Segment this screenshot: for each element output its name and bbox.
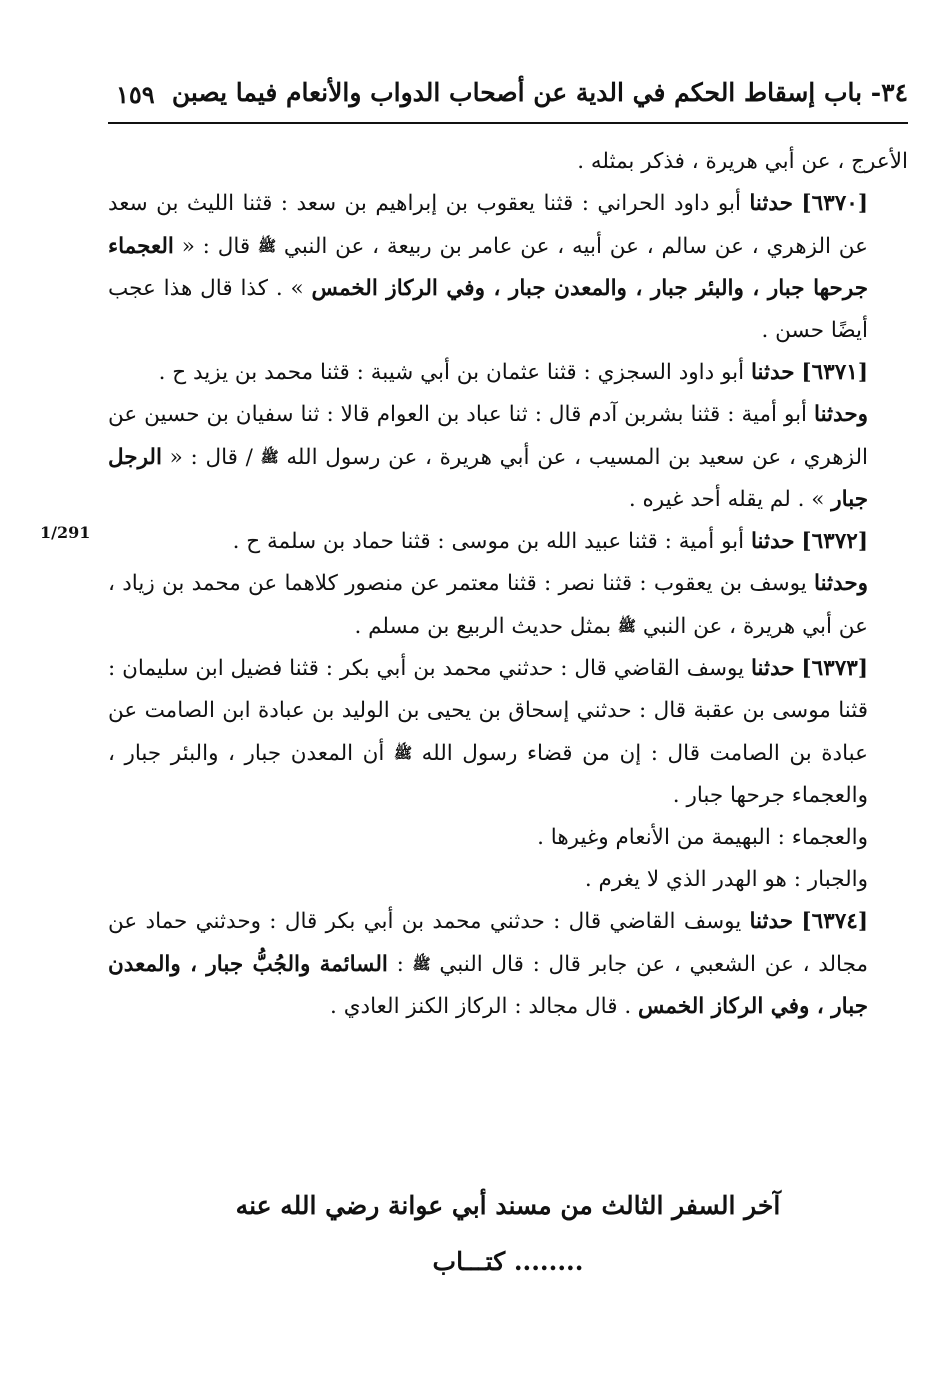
hadith-tail: أن المعدن جبار ، والبئر جبار ، والعجماء جرحها جبار .: [108, 741, 868, 808]
hadith-6372-second-chain: [108, 563, 908, 648]
hadith-tail: » . لم يقله أحد غيره .: [628, 487, 832, 512]
hadith-6374: [108, 901, 908, 1028]
chain-label: وحدثنا: [814, 402, 868, 427]
hadith-number: [٦٣٧١]: [801, 360, 868, 385]
hadith-isnad: أبو داود السجزي : قثنا عثمان بن أبي شيبة : قثنا محمد بن يزيد ح .: [158, 360, 751, 385]
salla-glyph: ﷺ: [617, 617, 637, 635]
hadith-number: [٦٣٧٢]: [801, 529, 868, 554]
hadith-tail: » . كذا قال هذا عجب أيضًا حسن .: [108, 276, 868, 343]
hadith-connector: / قال : «: [161, 445, 261, 470]
salla-glyph: ﷺ: [412, 955, 431, 973]
hadith-6370: [108, 183, 908, 352]
hadith-label: حدثنا: [750, 360, 795, 385]
paragraph-continuation: [108, 141, 908, 183]
gloss-text: والعجماء : البهيمة من الأنعام وغيرها .: [537, 825, 868, 850]
hadith-6373: [108, 648, 908, 817]
hadith-label: حدثنا: [750, 656, 795, 681]
hadith-matn: الرجل جبار: [108, 445, 868, 512]
hadith-isnad: يوسف بن يعقوب : قثنا نصر : قثنا معتمر عن منصور كلاهما عن محمد بن زياد ، عن أبي هريرة ، عن النبي: [108, 571, 868, 639]
hadith-isnad: أبو أمية : قثنا بشربن آدم قال : ثنا عباد بن العوام قالا : ثنا سفيان بن حسين عن الزهري ، عن سعيد بن المسيب ، عن أبي هريرة ، عن رسول الله: [108, 402, 869, 470]
header-rule: [108, 122, 908, 124]
hadith-isnad: أبو أمية : قثنا عبيد الله بن موسى : قثنا حماد بن سلمة ح .: [232, 529, 751, 554]
hadith-tail: بمثل حديث الربيع بن مسلم .: [354, 614, 618, 639]
colophon: [108, 1178, 908, 1290]
gloss-ajma: [108, 817, 908, 859]
hadith-isnad: أبو داود الحراني : قثنا يعقوب بن إبراهيم بن سعد : قثنا الليث بن سعد عن الزهري ، عن سالم ، عن أبيه ، عن عامر بن ربيعة ، عن النبي: [108, 191, 868, 259]
hadith-6372: [108, 521, 908, 563]
body-text: [108, 141, 908, 1028]
hadith-label: حدثنا: [750, 529, 795, 554]
margin-folio-note: 1/291: [40, 523, 91, 542]
salla-glyph: ﷺ: [257, 237, 277, 255]
hadith-number: [٦٣٧٤]: [801, 909, 868, 934]
colophon-line-book: ........ كتـــاب: [432, 1247, 584, 1276]
hadith-connector: قال : «: [173, 234, 258, 259]
hadith-isnad: يوسف القاضي قال : حدثني محمد بن أبي بكر قال : وحدثني حماد عن مجالد ، عن الشعبي ، عن جابر قال : قال النبي: [108, 909, 868, 977]
running-title: ٣٤- باب إسقاط الحكم في الدية عن أصحاب الدواب والأنعام فيما يصبن: [171, 78, 908, 107]
page-header: [108, 72, 908, 122]
hadith-matn: السائمة والجُبُّ جبار ، والمعدن جبار ، وفي الركاز الخمس: [108, 952, 868, 1019]
hadith-matn: العجماء جرحها جبار ، والبئر جبار ، والمعدن جبار ، وفي الركاز الخمس: [108, 234, 868, 301]
chain-label: وحدثنا: [814, 571, 868, 596]
colophon-line-end-of-volume: آخر السفر الثالث من مسند أبي عوانة رضي الله عنه: [235, 1191, 781, 1220]
salla-glyph: ﷺ: [393, 744, 413, 762]
hadith-tail: . قال مجالد : الركاز الكنز العادي .: [330, 994, 639, 1019]
gloss-jubar: [108, 859, 908, 901]
hadith-label: حدثنا: [749, 909, 794, 934]
hadith-number: [٦٣٧٣]: [801, 656, 868, 681]
gloss-text: والجبار : هو الهدر الذي لا يغرم .: [584, 867, 868, 892]
page-number: ١٥٩: [116, 80, 155, 109]
hadith-connector: :: [387, 952, 413, 977]
paragraph-text: الأعرج ، عن أبي هريرة ، فذكر بمثله .: [577, 149, 908, 174]
hadith-label: حدثنا: [749, 191, 793, 216]
hadith-isnad: يوسف القاضي قال : حدثني محمد بن أبي بكر : قثنا فضيل ابن سليمان : قثنا موسى بن عقبة قال : حدثني إسحاق بن يحيى بن الوليد بن عبادة ابن الصامت عن عبادة بن الصامت قال : إن من قضاء رسول الله: [108, 656, 868, 766]
hadith-number: [٦٣٧٠]: [801, 191, 868, 216]
salla-glyph: ﷺ: [260, 448, 279, 466]
hadith-6371: [108, 352, 908, 394]
hadith-6371-second-chain: [108, 394, 908, 521]
